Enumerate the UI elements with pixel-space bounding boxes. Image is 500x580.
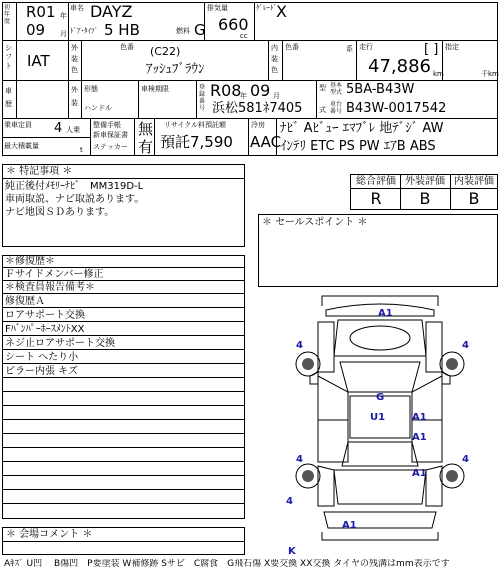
mark-roof: U1	[370, 412, 386, 423]
mark-rear-bumper: A1	[342, 520, 357, 531]
naisou-color-code-label: 色番	[285, 43, 299, 51]
venue-comment-title: ＊ 会場コメント ＊	[6, 529, 93, 540]
overall-eval-value: R	[370, 189, 382, 208]
venue-comment-divider	[2, 541, 245, 542]
col-divider-s	[276, 118, 277, 156]
inspector-empty-row	[2, 492, 245, 504]
displacement-value: 660	[218, 15, 249, 34]
aircon-label: 冷房	[251, 121, 265, 129]
inspector-empty-row	[2, 436, 245, 448]
inspector-line: FﾊﾞﾝﾊﾟｰﾎｰｽﾒﾝﾄXX	[2, 324, 245, 336]
hosho-label: 新車保証書	[93, 131, 128, 139]
sticker-value: 有	[138, 138, 154, 156]
label-col-divider	[16, 2, 17, 118]
legend-footer: Aｷｽﾞ U凹 B傷凹 P要塗装 W補修跡 Sサビ C腐食 G飛石傷 X要交換 XX交換 タイヤの残溝はmm表示です	[4, 559, 450, 569]
inspector-empty-row	[2, 478, 245, 490]
frame-label: 車台番号	[330, 101, 343, 115]
shiki-label: 式	[319, 106, 326, 114]
col-divider-c	[254, 2, 255, 40]
type-label: 型	[319, 84, 326, 92]
mark-rl-tire: 4	[296, 454, 303, 465]
inspector-empty-row	[2, 394, 245, 406]
shitei-label: 指定	[445, 43, 459, 51]
repair-title: ＊修復歴＊	[2, 256, 245, 268]
sha-reki-label: 車歴	[5, 87, 12, 108]
month-unit: 月	[60, 30, 67, 38]
fuel-value: G	[194, 21, 206, 39]
tokki-title: ＊ 特記事項 ＊	[6, 166, 73, 177]
interior-eval-label: 内装評価	[454, 176, 494, 187]
shoken-month: 09	[250, 81, 271, 100]
row-divider-1	[2, 40, 498, 41]
gaisou-color-label: 外装色	[71, 44, 78, 74]
col-divider-f	[268, 40, 269, 80]
color-code-value: (C22)	[150, 45, 181, 58]
equipment-line-1: ﾅﾋﾞ Aﾋﾞｭｰ ｴﾏﾌﾞﾚ 地ﾃﾞｼﾞ AW	[280, 121, 444, 136]
mark-right-door: A1	[412, 432, 427, 443]
car-damage-diagram	[262, 292, 498, 562]
inspector-line: シート へたり小	[2, 352, 245, 364]
evaluation-col-1	[400, 174, 401, 210]
shift-value: IAT	[27, 52, 50, 70]
mark-front-bumper: A1	[378, 308, 393, 319]
sticker-label: ステッカー	[93, 143, 128, 151]
jousha-label: 乗車定員	[4, 121, 32, 129]
tokki-line: ナビ地図ＳＤあります。	[5, 207, 115, 218]
mark-right-pillar: A1	[412, 412, 427, 423]
exterior-eval-label: 外装評価	[405, 176, 445, 187]
shift-label: シフト	[5, 44, 12, 70]
col-divider-q	[154, 118, 155, 156]
tokki-line: 車両取説、ナビ取説あります。	[5, 194, 145, 205]
col-divider-h	[356, 40, 357, 80]
col-divider-l	[138, 80, 139, 118]
col-divider-a	[68, 2, 69, 40]
col-divider-i	[442, 40, 443, 80]
mileage-label: 走行	[359, 43, 373, 51]
col-divider-p	[134, 118, 135, 156]
grade-value: X	[276, 2, 287, 21]
katachi-label: 形態	[84, 85, 98, 93]
shoken-label: 車検期限	[141, 85, 169, 93]
sales-point-title: ＊ セールスポイント ＊	[262, 217, 368, 228]
mark-windshield: G	[376, 392, 385, 403]
seibi-value: 無	[138, 120, 154, 138]
mark-rr-tire: 4	[462, 454, 469, 465]
col-divider-m	[196, 80, 197, 118]
inspector-empty-row	[2, 450, 245, 462]
shoken-unit: 年	[240, 92, 247, 100]
aircon-value: AAC	[250, 133, 282, 151]
handle-label: ハンドル	[84, 104, 112, 112]
frame-value: B43W-0017542	[346, 101, 447, 116]
col-divider-d	[68, 40, 69, 80]
mark-fr-tire: 4	[462, 340, 469, 351]
repair-line: Ｆサイドメンバー修正	[2, 269, 245, 281]
naisou-color-label: 内装色	[271, 44, 278, 74]
mileage-bracket: [ ]	[424, 42, 439, 57]
displacement-label: 排気量	[207, 4, 228, 12]
inspector-title: ＊検査員報告備考＊	[2, 282, 245, 294]
overall-eval-label: 総合評価	[356, 176, 396, 187]
grade-label: ｸﾞﾚｰﾄﾞ	[256, 4, 277, 12]
thousand-km-unit: 千km	[481, 70, 499, 78]
row-divider-3	[2, 118, 498, 119]
col-divider-g	[282, 40, 283, 80]
shoken-month-unit: 月	[273, 92, 280, 100]
tokki-title-divider	[2, 178, 245, 179]
color-code-label: 色番	[120, 43, 134, 51]
evaluation-col-2	[450, 174, 451, 210]
recycle-value: 預託7,590	[160, 133, 233, 151]
inspector-line: ロアサポート交換	[2, 310, 245, 322]
mark-fl-tire: 4	[296, 340, 303, 351]
tokki-line: 純正後付ﾒﾓﾘｰﾅﾋﾞ MM319D-L	[5, 181, 144, 192]
km-unit: km	[433, 70, 444, 78]
mark-left-extra: 4	[286, 496, 293, 507]
exterior-eval-value: B	[419, 189, 431, 208]
col-divider-k	[81, 80, 82, 118]
doors-value: 5 HB	[104, 21, 140, 39]
fuel-label: 燃料	[176, 27, 190, 35]
shamei-label: 車名	[70, 4, 84, 12]
inspector-empty-row	[2, 380, 245, 392]
saidai-unit: t	[80, 146, 83, 154]
history-gaisou-label: 外装	[71, 86, 78, 107]
color-name-value: ｱｯｼｭﾌﾞﾗｳﾝ	[146, 62, 205, 77]
col-divider-o	[90, 118, 91, 156]
recycle-label: リサイクル料預託額	[164, 121, 227, 129]
nendo-unit: 年	[60, 12, 67, 20]
col-divider-b	[204, 2, 205, 40]
shoken-value: R08	[210, 81, 242, 100]
seibi-label: 整備手帳	[93, 121, 121, 129]
inspector-line: 修復歴Ａ	[2, 296, 245, 308]
nendo-label: 初年度	[4, 4, 11, 25]
kihon-model-value: 5BA-B43W	[346, 82, 415, 97]
inspector-line: ピラー内張 キズ	[2, 366, 245, 378]
cc-unit: cc	[240, 32, 248, 40]
plate-label: 登録番号	[199, 84, 206, 112]
interior-eval-value: B	[468, 189, 480, 208]
col-divider-e	[81, 40, 82, 80]
inspector-empty-row	[2, 464, 245, 476]
inspector-empty-row	[2, 408, 245, 420]
mark-rear-k: K	[288, 546, 296, 557]
kei-label: 系	[346, 45, 353, 53]
inspector-empty-row	[2, 422, 245, 434]
nendo-era: R01	[26, 3, 56, 21]
col-divider-n	[316, 80, 317, 118]
saidai-label: 最大積載量	[4, 142, 39, 150]
jousha-unit: 人乗	[66, 126, 80, 134]
col-divider-j	[68, 80, 69, 118]
equipment-line-2: ｲﾝﾃﾘ ETC PS PW ｴｱB ABS	[280, 139, 436, 154]
mileage-value: 47,886	[368, 56, 431, 77]
col-divider-r	[248, 118, 249, 156]
shamei-value: DAYZ	[90, 2, 133, 21]
plate-value: 浜松581ﾈ7405	[212, 101, 303, 116]
month-value: 09	[26, 21, 46, 39]
doors-label: ﾄﾞｱ･ﾀｲﾌﾟ	[70, 27, 98, 35]
inspector-line: ネジ止ロアサポート交換	[2, 338, 245, 350]
jousha-value: 4	[54, 121, 63, 136]
capacity-split	[2, 137, 90, 138]
mark-right-rear: A1	[412, 468, 427, 479]
kihon-model-label: 基本型式	[330, 82, 343, 96]
